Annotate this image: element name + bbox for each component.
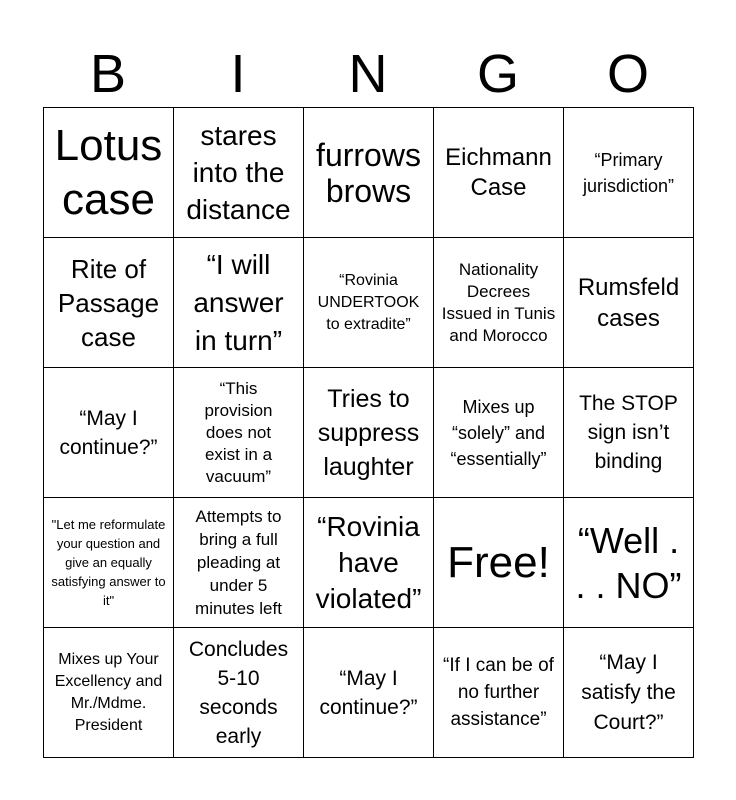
bingo-cell[interactable] (434, 108, 564, 238)
cell-text: Attempts to bring a full pleading at under 5 minutes left (195, 507, 282, 618)
bingo-cell[interactable] (304, 498, 434, 628)
header-letter-g: G (476, 44, 519, 104)
header-letter-b: B (89, 44, 127, 104)
bingo-cell[interactable] (564, 108, 694, 238)
cell-text: Concludes 5-10 seconds early (188, 637, 289, 748)
cell-text: The STOP sign isn’t binding (579, 392, 678, 473)
bingo-cell[interactable] (564, 628, 694, 758)
bingo-cell[interactable] (174, 498, 304, 628)
bingo-cell free-cell[interactable] (434, 498, 564, 628)
bingo-header (43, 40, 693, 108)
free-space-label: Free! (447, 537, 550, 587)
bingo-cell[interactable] (564, 238, 694, 368)
bingo-cell[interactable] (434, 238, 564, 368)
cell-text: Nationality Decrees Issued in Tunis and Morocco (441, 259, 556, 345)
header-letter-o: O (606, 44, 649, 104)
bingo-board (43, 107, 694, 758)
bingo-cell[interactable] (44, 108, 174, 238)
bingo-cell[interactable] (174, 238, 304, 368)
bingo-cell[interactable] (304, 238, 434, 368)
bingo-cell[interactable] (44, 628, 174, 758)
bingo-cell[interactable] (434, 628, 564, 758)
cell-text: Mixes up Your Excellency and Mr./Mdme. President (54, 650, 163, 734)
cell-text: Eichmann Case (445, 143, 552, 201)
cell-text: “Well . . . NO” (575, 519, 682, 606)
cell-text: “Rovinia have violated” (315, 510, 422, 614)
bingo-cell[interactable] (564, 368, 694, 498)
cell-text: “This provision does not exist in a vacuum” (204, 378, 273, 486)
cell-text: stares into the distance (186, 120, 291, 225)
cell-text: “May I satisfy the Court?” (581, 650, 676, 734)
bingo-cell[interactable] (174, 108, 304, 238)
bingo-cell[interactable] (304, 368, 434, 498)
cell-text: Rumsfeld cases (577, 273, 680, 332)
cell-text: Tries to suppress laughter (317, 384, 420, 481)
header-letter-n: N (348, 44, 388, 104)
cell-text: Rite of Passage case (57, 253, 160, 352)
bingo-cell[interactable] (304, 108, 434, 238)
bingo-cell[interactable] (44, 368, 174, 498)
cell-text: “May I continue?” (59, 406, 158, 459)
bingo-cell[interactable] (304, 628, 434, 758)
cell-text: “If I can be of no further assistance” (443, 655, 554, 730)
cell-text: “May I continue?” (319, 666, 418, 719)
cell-text: Mixes up “solely” and “essentially” (450, 396, 547, 469)
bingo-cell[interactable] (174, 368, 304, 498)
bingo-cell[interactable] (44, 498, 174, 628)
bingo-cell[interactable] (44, 238, 174, 368)
cell-text: furrows brows (316, 136, 421, 209)
cell-text: “Rovinia UNDERTOOK to extradite” (317, 271, 420, 333)
cell-text: Lotus case (54, 120, 163, 224)
cell-text: “I will answer in turn” (193, 248, 284, 356)
cell-text: "Let me reformulate your question and give an equally satisfying answer to it" (51, 517, 166, 608)
header-letter-i: I (230, 44, 246, 104)
bingo-cell[interactable] (174, 628, 304, 758)
cell-text: “Primary jurisdiction” (582, 149, 675, 196)
bingo-cell[interactable] (564, 498, 694, 628)
bingo-cell[interactable] (434, 368, 564, 498)
